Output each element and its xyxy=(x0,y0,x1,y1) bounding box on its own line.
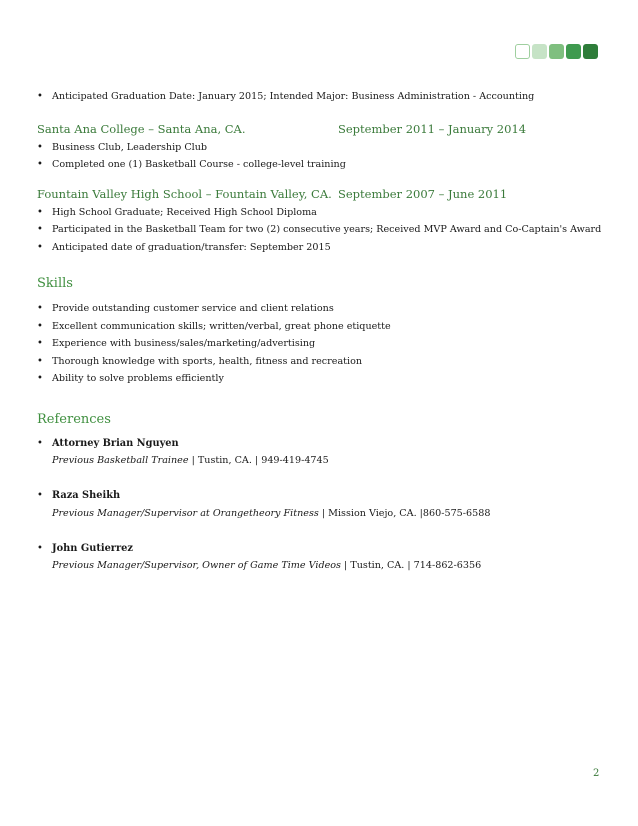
education-entry-header xyxy=(37,184,607,204)
bullet-icon: • xyxy=(37,490,43,501)
decor-square xyxy=(532,44,547,59)
list-item xyxy=(37,204,607,222)
attendance-dates: September 2011 – January 2014 xyxy=(338,121,527,136)
bullet-icon: • xyxy=(37,355,43,367)
bullet-text: Anticipated Graduation Date: January 2015; Intended Major: Business Administration - Accounting xyxy=(52,91,535,102)
bullet-icon: • xyxy=(37,437,43,449)
reference-role: Previous Manager/Supervisor at Orangetheory Fitness xyxy=(52,507,319,519)
reference-contact: | Mission Viejo, CA. |860-575-6588 xyxy=(318,507,491,519)
list-item xyxy=(37,335,607,353)
reference-contact: | Tustin, CA. | 714-862-6356 xyxy=(340,560,482,571)
bullet-icon: • xyxy=(37,338,43,349)
bullet-icon: • xyxy=(37,303,43,314)
bullet-icon: • xyxy=(37,373,43,384)
bullet-text: Anticipated date of graduation/transfer: September 2015 xyxy=(52,241,331,253)
bullet-icon: • xyxy=(37,542,43,554)
list-item xyxy=(37,239,607,257)
bullet-text: Completed one (1) Basketball Course - college-level training xyxy=(52,159,346,170)
decor-square xyxy=(583,44,598,59)
bullet-text: Excellent communication skills; written/verbal, great phone etiquette xyxy=(52,320,391,332)
school-name: Santa Ana College – Santa Ana, CA. xyxy=(37,121,246,136)
page-number: 2 xyxy=(593,768,600,779)
education-entry-header xyxy=(37,119,607,139)
bullet-text: Business Club, Leadership Club xyxy=(52,141,208,153)
reference-name-row xyxy=(37,540,607,558)
list-item xyxy=(37,300,607,318)
bullet-icon: • xyxy=(37,224,43,235)
reference-name-row xyxy=(37,487,607,505)
list-item xyxy=(37,318,607,336)
decor-square xyxy=(549,44,564,59)
reference-name: Attorney Brian Nguyen xyxy=(52,437,179,449)
bullet-icon: • xyxy=(37,141,43,153)
reference-name: John Gutierrez xyxy=(52,542,133,554)
bullet-icon: • xyxy=(37,91,43,102)
bullet-text: Provide outstanding customer service and client relations xyxy=(52,303,334,314)
resume-content xyxy=(37,88,607,575)
bullet-text: High School Graduate; Received High School Diploma xyxy=(52,206,317,218)
attendance-dates: September 2007 – June 2011 xyxy=(338,186,508,201)
school-name: Fountain Valley High School – Fountain Valley, CA. xyxy=(37,186,332,201)
list-item xyxy=(37,370,607,388)
reference-role: Previous Manager/Supervisor, Owner of Game Time Videos xyxy=(52,560,341,571)
reference-contact: | Tustin, CA. | 949-419-4745 xyxy=(188,455,329,466)
bullet-icon: • xyxy=(37,241,43,253)
reference-detail xyxy=(37,452,607,470)
bullet-icon: • xyxy=(37,159,43,170)
list-item xyxy=(37,156,607,174)
bullet-text: Experience with business/sales/marketing/advertising xyxy=(52,338,316,349)
reference-role: Previous Basketball Trainee xyxy=(52,455,189,466)
reference-detail xyxy=(37,505,607,523)
decor-square xyxy=(566,44,581,59)
decor-square xyxy=(515,44,530,59)
bullet-text: Participated in the Basketball Team for two (2) consecutive years; Received MVP Award and Co-Captain's Award xyxy=(52,224,602,235)
reference-name-row xyxy=(37,435,607,453)
references-heading: References xyxy=(37,411,111,427)
list-item xyxy=(37,221,607,239)
bullet-text: Ability to solve problems efficiently xyxy=(52,373,224,384)
list-item xyxy=(37,139,607,157)
list-item xyxy=(37,353,607,371)
reference-name: Raza Sheikh xyxy=(52,490,121,501)
bullet-icon: • xyxy=(37,320,43,332)
bullet-icon: • xyxy=(37,206,43,218)
skills-heading: Skills xyxy=(37,276,73,291)
list-item xyxy=(37,88,607,106)
header-decoration-squares xyxy=(515,44,598,59)
bullet-text: Thorough knowledge with sports, health, fitness and recreation xyxy=(52,355,363,367)
reference-detail xyxy=(37,557,607,575)
